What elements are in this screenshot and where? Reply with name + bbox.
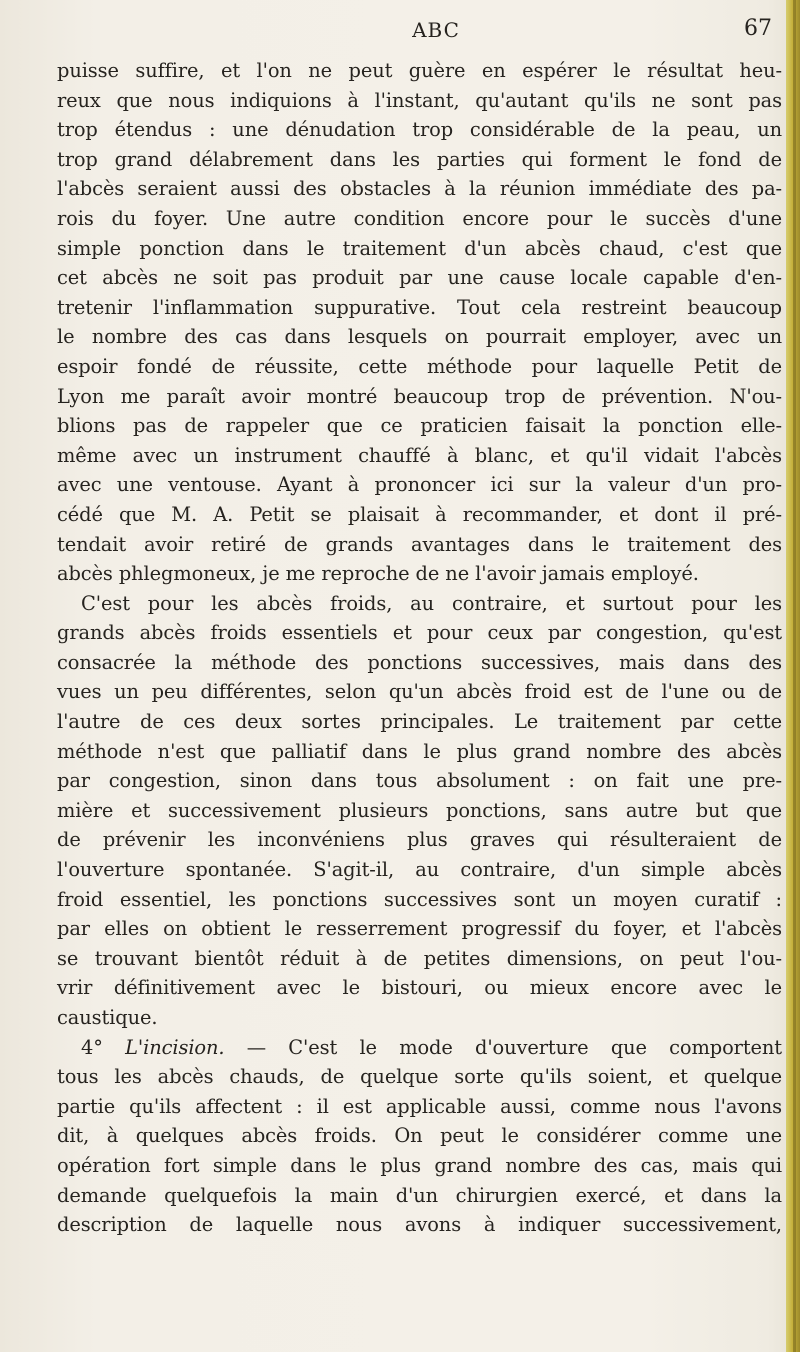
- text-line: tous les abcès chauds, de quelque sorte qu'ils soient, et quelque: [57, 1065, 782, 1089]
- running-title: ABC: [412, 18, 460, 42]
- section-title: L'incision.: [125, 1035, 225, 1059]
- page-edge-shadow: [793, 0, 796, 1352]
- text-line: trop étendus : une dénudation trop considérable de la peau, un: [57, 118, 782, 142]
- section-heading-line: [57, 1033, 782, 1063]
- page-edge: [786, 0, 800, 1352]
- page-number: 67: [744, 16, 772, 41]
- text-line: grands abcès froids essentiels et pour ceux par congestion, qu'est: [57, 621, 782, 645]
- text-line: froid essentiel, les ponctions successives sont un moyen curatif :: [57, 887, 782, 911]
- text-line: trop grand délabrement dans les parties qui forment le fond de: [57, 147, 782, 171]
- text-line: Lyon me paraît avoir montré beaucoup trop de prévention. N'ou-: [57, 384, 782, 408]
- text-line: opération fort simple dans le plus grand nombre des cas, mais qui: [57, 1153, 782, 1177]
- text-line: de prévenir les inconvéniens plus graves qui résulteraient de: [57, 828, 782, 852]
- text-line: avec une ventouse. Ayant à prononcer ici sur la valeur d'un pro-: [57, 473, 782, 497]
- text-line: puisse suffire, et l'on ne peut guère en espérer le résultat heu-: [57, 59, 782, 82]
- page-header: [100, 12, 772, 42]
- text-line: l'ouverture spontanée. S'agit-il, au contraire, d'un simple abcès: [57, 858, 782, 882]
- text-line: partie qu'ils affectent : il est applicable aussi, comme nous l'avons: [57, 1094, 782, 1118]
- text-line: consacrée la méthode des ponctions successives, mais dans des: [57, 650, 782, 674]
- text-line: dit, à quelques abcès froids. On peut le considérer comme une: [57, 1124, 782, 1148]
- text-line: demande quelquefois la main d'un chirurgien exercé, et dans la: [57, 1183, 782, 1207]
- text-line: description de laquelle nous avons à indiquer successivement,: [57, 1213, 782, 1237]
- text-line: l'autre de ces deux sortes principales. Le traitement par cette: [57, 710, 782, 734]
- text-line: reux que nous indiquions à l'instant, qu'autant qu'ils ne sont pas: [57, 88, 782, 112]
- text-line: tretenir l'inflammation suppurative. Tout cela restreint beaucoup: [57, 295, 782, 319]
- text-line: tendait avoir retiré de grands avantages dans le traitement des: [57, 532, 782, 556]
- text-line: par elles on obtient le resserrement progressif du foyer, et l'abcès: [57, 917, 782, 941]
- text-line: C'est pour les abcès froids, au contraire, et surtout pour les: [81, 591, 782, 615]
- text-line: cet abcès ne soit pas produit par une cause locale capable d'en-: [57, 266, 782, 290]
- text-line: cédé que M. A. Petit se plaisait à recommander, et dont il pré-: [57, 502, 782, 526]
- text-line: se trouvant bientôt réduit à de petites dimensions, on peut l'ou-: [57, 946, 782, 970]
- text-line: mière et successivement plusieurs ponctions, sans autre but que: [57, 798, 782, 822]
- text-line: blions pas de rappeler que ce praticien faisait la ponction elle-: [57, 414, 782, 438]
- section-text: — C'est le mode d'ouverture que comportent: [224, 1035, 782, 1059]
- text-line: abcès phlegmoneux, je me reproche de ne l'avoir jamais employé.: [57, 562, 699, 586]
- section-number: 4°: [81, 1035, 103, 1059]
- text-line: méthode n'est que palliatif dans le plus grand nombre des abcès: [57, 739, 782, 763]
- text-line: le nombre des cas dans lesquels on pourrait employer, avec un: [57, 325, 782, 349]
- text-line: vues un peu différentes, selon qu'un abcès froid est de l'une ou de: [57, 680, 782, 704]
- text-line: rois du foyer. Une autre condition encore pour le succès d'une: [57, 206, 782, 230]
- text-line: vrir définitivement avec le bistouri, ou mieux encore avec le: [57, 976, 782, 1000]
- text-line: espoir fondé de réussite, cette méthode pour laquelle Petit de: [57, 354, 782, 378]
- text-line: l'abcès seraient aussi des obstacles à la réunion immédiate des pa-: [57, 177, 782, 201]
- body-text: [57, 56, 782, 1240]
- text-line: simple ponction dans le traitement d'un abcès chaud, c'est que: [57, 236, 782, 260]
- text-line: par congestion, sinon dans tous absolument : on fait une pre-: [57, 769, 782, 793]
- text-line: caustique.: [57, 1006, 158, 1029]
- text-line: même avec un instrument chauffé à blanc, et qu'il vidait l'abcès: [57, 443, 782, 467]
